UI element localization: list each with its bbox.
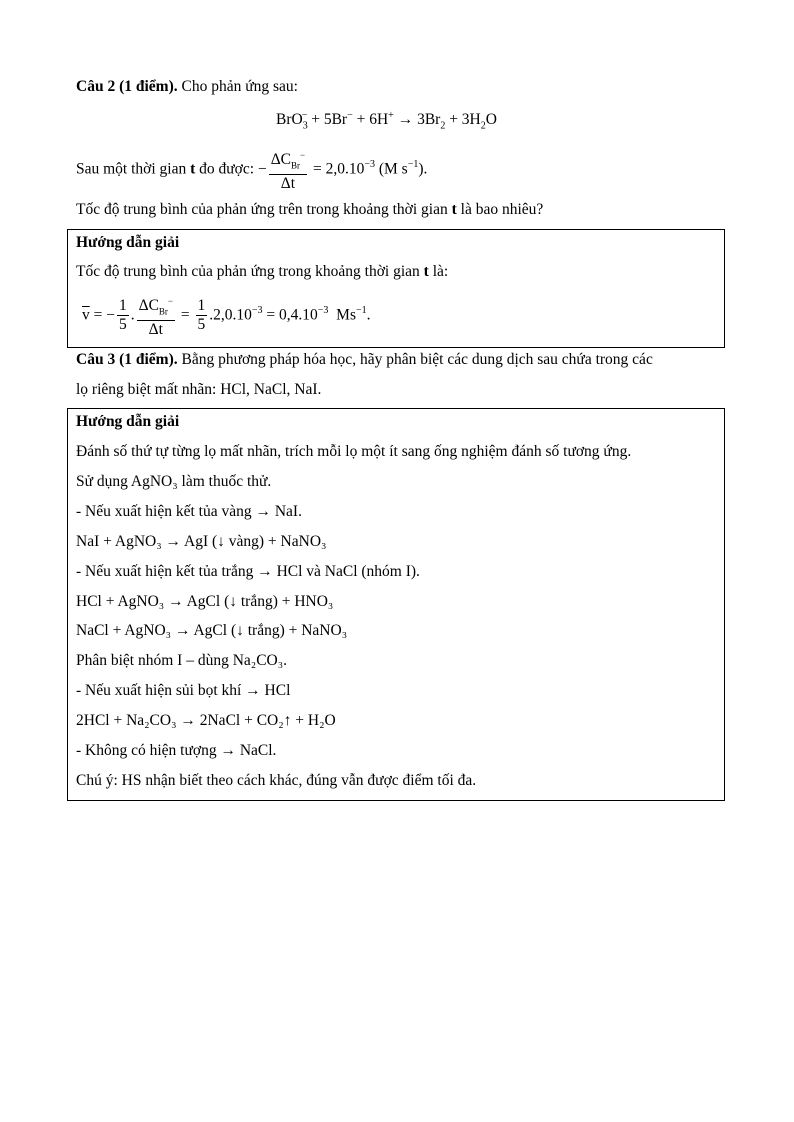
measure-mid: đo được: bbox=[195, 160, 258, 178]
guide-line: - Nếu xuất hiện kết tủa trắng → HCl và NaCl (nhóm I). bbox=[76, 563, 420, 580]
formula-result-exp: −3 bbox=[317, 305, 329, 317]
formula-eq: = bbox=[177, 306, 194, 324]
measure-value: = 2,0.10 bbox=[309, 160, 365, 178]
formula-end: . bbox=[366, 306, 371, 324]
guide-line-a: Tốc độ trung bình của phản ứng trong khoảng thời gian bbox=[76, 263, 424, 280]
q2-heading bbox=[76, 78, 298, 96]
guide-line: HCl + AgNO₃ → AgCl (↓ trắng) + HNO₃ bbox=[76, 593, 334, 610]
frac-num: ΔC bbox=[270, 151, 292, 169]
measure-prefix: Sau một thời gian bbox=[76, 160, 191, 178]
q2-guide-title-text: Hướng dẫn giải bbox=[76, 234, 180, 251]
measure-end: ). bbox=[418, 160, 428, 178]
q2-title: Câu 2 (1 điểm). bbox=[76, 78, 178, 95]
question-a: Tốc độ trung bình của phản ứng trên trong khoảng thời gian bbox=[76, 201, 452, 218]
q3-heading bbox=[76, 351, 653, 369]
eq-h-sup: + bbox=[388, 110, 394, 121]
formula-one: 1 bbox=[118, 297, 127, 315]
eq-arrow: → bbox=[393, 111, 418, 129]
formula-result: = 0,4.10 bbox=[262, 306, 318, 324]
measure-exp: −3 bbox=[364, 159, 375, 171]
eq-br2: 3Br bbox=[417, 111, 441, 129]
q2-equation bbox=[276, 110, 497, 131]
q2-intro: Cho phản ứng sau: bbox=[181, 78, 298, 95]
formula-tail: .2,0.10 bbox=[209, 306, 252, 324]
q3-guide-box bbox=[67, 408, 725, 801]
q2-formula bbox=[82, 292, 371, 339]
measure-unit: (M s bbox=[374, 160, 408, 178]
formula-dot: . bbox=[130, 306, 135, 324]
formula-frac-2 bbox=[137, 292, 175, 339]
eq-bro3-sub: 3 bbox=[302, 120, 308, 132]
guide-line-t: t bbox=[423, 263, 429, 280]
q3-guide-title bbox=[76, 413, 179, 431]
guide-line: Đánh số thứ tự từng lọ mất nhãn, trích mỗi lọ một ít sang ống nghiệm đánh số tương ứng. bbox=[76, 443, 632, 460]
guide-line: NaCl + AgNO₃ → AgCl (↓ trắng) + NaNO₃ bbox=[76, 622, 348, 639]
guide-line: - Nếu xuất hiện sủi bọt khí → HCl bbox=[76, 682, 291, 699]
frac-num-sub: Br bbox=[291, 160, 301, 171]
formula-dt: Δt bbox=[148, 321, 163, 339]
q2-guide-title bbox=[76, 234, 179, 252]
guide-line: - Không có hiện tượng → NaCl. bbox=[76, 742, 277, 759]
frac-den: Δt bbox=[280, 175, 296, 193]
measure-fraction bbox=[269, 146, 307, 193]
eq-bro3: BrO bbox=[276, 111, 303, 129]
eq-br: + 5Br bbox=[307, 111, 348, 129]
q2-measure bbox=[76, 146, 427, 193]
eq-br-sup: − bbox=[347, 110, 353, 121]
question-t: t bbox=[451, 201, 457, 218]
formula-dc-sup: − bbox=[167, 296, 173, 306]
guide-line-b: là: bbox=[428, 263, 449, 280]
formula-five: 5 bbox=[118, 316, 127, 334]
formula-v: $\overline{v}$ bbox=[82, 306, 90, 324]
q3-guide-title-text: Hướng dẫn giải bbox=[76, 413, 180, 430]
frac-num-sup: − bbox=[300, 150, 306, 160]
measure-t: t bbox=[190, 160, 196, 178]
q3-text-1: Bằng phương pháp hóa học, hãy phân biệt các dung dịch sau chứa trong các bbox=[177, 351, 653, 368]
formula-unit-exp: −1 bbox=[355, 305, 367, 317]
formula-dc: ΔC bbox=[138, 297, 159, 315]
eq-br2-sub: 2 bbox=[440, 120, 446, 132]
measure-sign: − bbox=[257, 160, 267, 178]
formula-eq-neg: = − bbox=[89, 306, 115, 324]
q3-title: Câu 3 (1 điểm). bbox=[76, 351, 178, 368]
eq-h2o-o: O bbox=[485, 111, 497, 129]
guide-line: 2HCl + Na₂CO₃ → 2NaCl + CO₂↑ + H₂O bbox=[76, 712, 336, 729]
eq-h2o: + 3H bbox=[445, 111, 481, 129]
formula-frac-1 bbox=[117, 297, 129, 334]
formula-tail-exp: −3 bbox=[251, 305, 263, 317]
guide-line: NaI + AgNO₃ → AgI (↓ vàng) + NaNO₃ bbox=[76, 533, 327, 550]
q2-question bbox=[76, 201, 543, 219]
formula-five-b: 5 bbox=[197, 316, 206, 334]
question-b: là bao nhiêu? bbox=[456, 201, 544, 218]
q2-guide-line bbox=[76, 263, 448, 281]
guide-line: Phân biệt nhóm I – dùng Na₂CO₃. bbox=[76, 652, 287, 669]
measure-unit-exp: −1 bbox=[407, 159, 419, 171]
guide-line: - Nếu xuất hiện kết tủa vàng → NaI. bbox=[76, 503, 302, 520]
guide-line: Chú ý: HS nhận biết theo cách khác, đúng vẫn được điểm tối đa. bbox=[76, 772, 477, 789]
formula-unit: Ms bbox=[328, 306, 356, 324]
formula-frac-3 bbox=[196, 297, 208, 334]
formula-one-b: 1 bbox=[197, 297, 206, 315]
guide-line: Sử dụng AgNO₃ làm thuốc thử. bbox=[76, 473, 272, 490]
eq-h: + 6H bbox=[352, 111, 389, 129]
q2-guide-box bbox=[67, 229, 725, 348]
eq-bro3-sup: − bbox=[301, 110, 308, 121]
eq-h2o-sub: 2 bbox=[480, 120, 486, 132]
q3-text-2: lọ riêng biệt mất nhãn: HCl, NaCl, NaI. bbox=[76, 381, 322, 398]
formula-dc-sub: Br bbox=[158, 306, 168, 317]
